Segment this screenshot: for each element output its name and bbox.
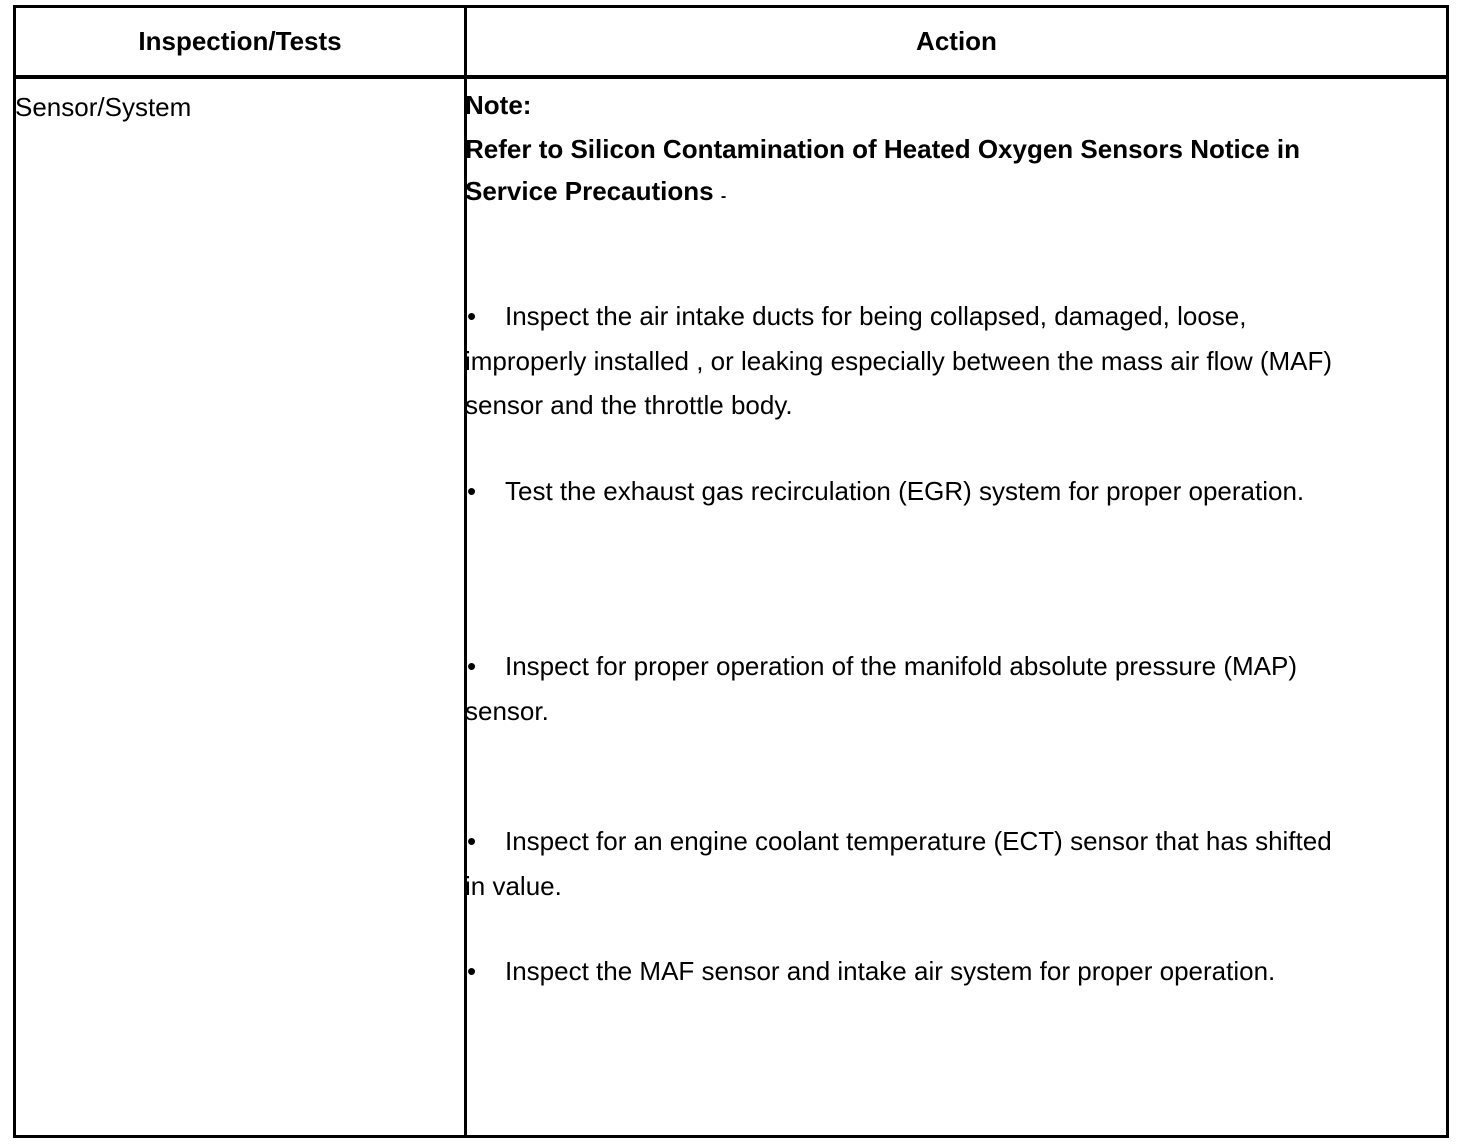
note-trailing-mark: -	[720, 188, 727, 205]
bullet-icon: •	[467, 301, 477, 331]
action-bullet-item	[465, 294, 1345, 428]
note-text	[465, 128, 1385, 217]
bullet-text: Inspect for proper operation of the manifold absolute pressure (MAP) sensor.	[465, 651, 1297, 726]
bullet-icon: •	[467, 826, 477, 856]
bullet-icon: •	[467, 956, 477, 986]
action-bullet-item	[465, 819, 1345, 908]
bullet-icon: •	[467, 476, 477, 506]
header-action: Action	[916, 26, 997, 56]
action-bullet-item	[465, 644, 1345, 733]
header-inspection-tests: Inspection/Tests	[138, 26, 342, 56]
note-label: Note:	[465, 90, 532, 120]
action-bullet-item	[465, 469, 1345, 514]
bullet-text: Test the exhaust gas recirculation (EGR) system for proper operation.	[505, 476, 1305, 506]
action-bullet-item	[465, 949, 1365, 994]
bullet-text: Inspect the MAF sensor and intake air system for proper operation.	[505, 956, 1276, 986]
inspection-cell-sensor-system: Sensor/System	[15, 92, 192, 122]
header-divider	[16, 75, 1446, 79]
bullet-text: Inspect for an engine coolant temperature (ECT) sensor that has shifted in value.	[465, 826, 1332, 901]
note-text-body: Refer to Silicon Contamination of Heated Oxygen Sensors Notice in Service Precautions	[465, 134, 1301, 206]
bullet-text: Inspect the air intake ducts for being collapsed, damaged, loose, improperly installed , or leaking especially between the mass air flow (MAF) sensor and the throttle body.	[465, 301, 1333, 420]
bullet-icon: •	[467, 651, 477, 681]
